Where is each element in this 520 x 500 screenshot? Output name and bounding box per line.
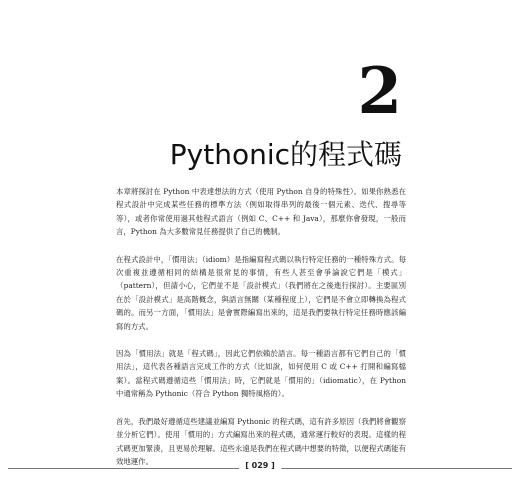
paragraph-idiom-language: 因為「慣用法」就是「程式碼」，因此它們依賴於語言。每一種語言都有它們自己的「慣用法」，這代表各種語言完成工作的方式（比如說，如何使用 C 或 C++ 打開和編寫檔案）。當程式碼遵循這些「慣用法」時，它們就是「慣用的」（idiomatic），在 Python 中通常稱為 Pythonic（符合 Python 獨特風格的）。 [116, 349, 406, 399]
paragraph-idiom-definition: 在程式設計中，「慣用法」（idiom）是指編寫程式碼以執行特定任務的一種特殊方式。每次重複並遵循相同的結構是很常見的事情，有些人甚至會爭論說它們是「模式」（pattern），但請小心，它們並不是「設計模式」（我們將在之後進行探討）。主要區別在於「設計模式」是高階概念，與語言無關（某種程度上），它們是不會立即轉換為程式碼的。而另一方面，「慣用法」是會實際編寫出來的，這是我們要執行特定任務時應該編寫的方式。 [116, 254, 406, 331]
page-number: [ 029 ] [239, 461, 281, 470]
chapter-title: Pythonic的程式碼 [169, 138, 402, 171]
chapter-body [116, 185, 406, 482]
paragraph-pythonic-reasons: 首先，我們最好遵循這些建議並編寫 Pythonic 的程式碼，這有許多原因（我們將會觀察並分析它們）。使用「慣用的」方式編寫出來的程式碼，通常運行較好的表現。這樣的程式碼更加緊湊，且更易於理解。這些永遠是我們在程式碼中想要的特徵，以便程式碼能有效地運作。 [116, 416, 406, 466]
chapter-number: 2 [357, 54, 402, 129]
paragraph-intro: 本章將探討在 Python 中表達想法的方式（使用 Python 自身的特殊性）。如果你熟悉在程式設計中完成某些任務的標準方法（例如取得串列的最後一個元素、迭代、搜尋等等），或者你常使用過其他程式語言（例如 C、C++ 和 Java），那麼你會發現，一般而言，Python 為大多數常見任務提供了自己的機制。 [116, 187, 406, 237]
